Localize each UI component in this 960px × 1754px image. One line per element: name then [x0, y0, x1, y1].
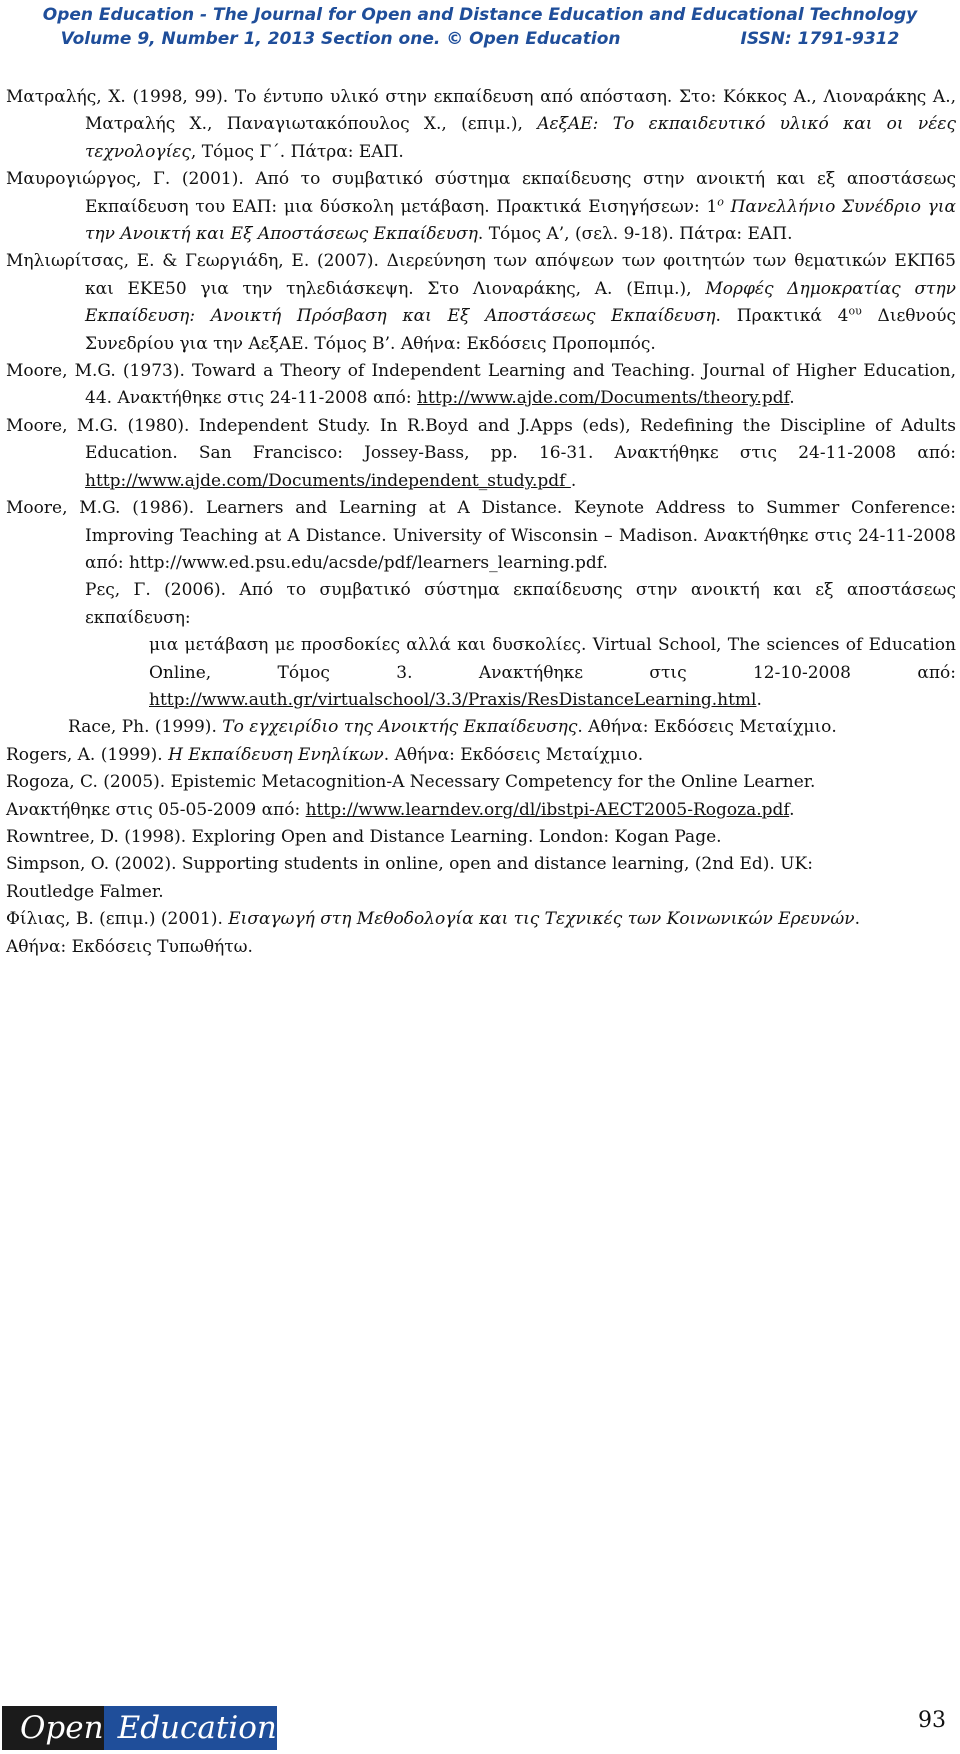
- link-theory-pdf[interactable]: http://www.ajde.com/Documents/theory.pdf: [417, 388, 790, 409]
- reference-rowntree: Rowntree, D. (1998). Exploring Open and Distance Learning. London: Kogan Page.: [6, 826, 722, 847]
- link-independent-study-pdf[interactable]: http://www.ajde.com/Documents/independent_study.pdf: [85, 470, 571, 491]
- journal-title: Open Education - The Journal for Open and Distance Education and Educational Technology: [42, 5, 918, 25]
- logo-education-text: Education: [104, 1706, 277, 1750]
- journal-issn: ISSN: 1791-9312: [740, 29, 900, 49]
- journal-issue-line: [0, 27, 960, 51]
- reference-mavrogiorgos: Μαυρογιώργος, Γ. (2001). Από το συμβατικό σύστημα εκπαίδευσης στην ανοικτή και εξ αποστάσεως Εκπαίδευση του ΕΑΠ: μια δύσκολη μετάβαση. Πρακτικά Εισηγήσεων: $1^o$ Πανελλήνιο Συνέδριο για την Ανοικτή και Εξ Αποστάσεως Εκπαίδευση. Τόμος Α’, (σελ. 9-18). Πάτρα: ΕΑΠ.: [6, 169, 956, 245]
- reference-race: Race, Ph. (1999). Το εγχειρίδιο της Ανοικτής Εκπαίδευσης. Αθήνα: Εκδόσεις Μεταίχμιο.: [68, 717, 837, 738]
- link-res-distance-learning[interactable]: http://www.auth.gr/virtualschool/3.3/Praxis/ResDistanceLearning.html: [149, 689, 757, 710]
- reference-rogers: Rogers, A. (1999). Η Εκπαίδευση Ενηλίκων. Αθήνα: Εκδόσεις Μεταίχμιο.: [6, 744, 644, 765]
- reference-miliorits: Μηλιωρίτσας, Ε. & Γεωργιάδη, Ε. (2007). Διερεύνηση των απόψεων των φοιτητών των θεματικών ΕΚΠ65 και ΕΚΕ50 για την τηλεδιάσκεψη. Στο Λιοναράκης, Α. (Επιμ.), Μορφές Δημοκρατίας στην Εκπαίδευση: Ανοικτή Πρόσβαση και Εξ Αποστάσεως Εκπαίδευση. Πρακτικά $4^{o\upsilon}$ Διεθνούς Συνεδρίου για την ΑεξΑΕ. Τόμος Β’. Αθήνα: Εκδόσεις Προπομπός.: [6, 251, 956, 354]
- reference-matralis: Ματραλής, Χ. (1998, 99). Το έντυπο υλικό στην εκπαίδευση από απόσταση. Στο: Κόκκος Α., Λιοναράκης Α., Ματραλής Χ., Παναγιωτακόπουλος Χ., (επιμ.), ΑεξΑΕ: Το εκπαιδευτικό υλικό και οι νέες τεχνολογίες, Τόμος Γ΄. Πάτρα: ΕΑΠ.: [6, 87, 956, 162]
- reference-filias: Φίλιας, Β. (επιμ.) (2001). Εισαγωγή στη Μεθοδολογία και τις Τεχνικές των Κοινωνικών Ερευνών. Αθήνα: Εκδόσεις Τυπωθήτω.: [6, 909, 860, 957]
- references-list: [6, 84, 956, 961]
- reference-rogoza: Rogoza, C. (2005). Epistemic Metacognition-A Necessary Competency for the Online Learner. Ανακτήθηκε στις 05-05-2009 από: http://www.learndev.org/dl/ibstpi-AECT2005-Rogoza.pdf.: [6, 772, 816, 820]
- reference-res: [6, 577, 956, 714]
- reference-moore-1980: Moore, M.G. (1980). Independent Study. In R.Boyd and J.Apps (eds), Redefining the Discipline of Adults Education. San Francisco: Jossey-Bass, pp. 16-31. Ανακτήθηκε στις 24-11-2008 από: http://www.ajde.com/Documents/independent_study.pdf .: [6, 415, 956, 491]
- reference-res-line2: μια μετάβαση με προσδοκίες αλλά και δυσκολίες. Virtual School, The sciences of Education Online, Τόμος 3. Ανακτήθηκε στις 12-10-2008 από: http://www.auth.gr/virtualschool/3.3/Praxis/ResDistanceLearning.html.: [149, 635, 956, 710]
- logo-open-text: Open: [2, 1706, 104, 1750]
- journal-header: [0, 0, 960, 59]
- reference-res-line1: Ρες, Γ. (2006). Από το συμβατικό σύστημα εκπαίδευσης στην ανοικτή και εξ αποστάσεως εκπαίδευση:: [85, 580, 956, 628]
- reference-moore-1973: Moore, M.G. (1973). Toward a Theory of Independent Learning and Teaching. Journal of Higher Education, 44. Ανακτήθηκε στις 24-11-2008 από: http://www.ajde.com/Documents/theory.pdf.: [6, 361, 956, 409]
- open-education-logo: [2, 1706, 277, 1750]
- link-rogoza-pdf[interactable]: http://www.learndev.org/dl/ibstpi-AECT2005-Rogoza.pdf: [305, 799, 790, 820]
- reference-simpson: Simpson, O. (2002). Supporting students in online, open and distance learning, (2nd Ed). UK: Routledge Falmer.: [6, 854, 813, 902]
- page-number: 93: [918, 1708, 946, 1733]
- reference-moore-1986: Moore, M.G. (1986). Learners and Learning at A Distance. Keynote Address to Summer Conference: Improving Teaching at A Distance. University of Wisconsin – Madison. Ανακτήθηκε στις 24-11-2008 από: http://www.ed.psu.edu/acsde/pdf/learners_learning.pdf.: [6, 498, 956, 573]
- journal-volume: Volume 9, Number 1, 2013 Section one. © Open Education: [60, 29, 621, 49]
